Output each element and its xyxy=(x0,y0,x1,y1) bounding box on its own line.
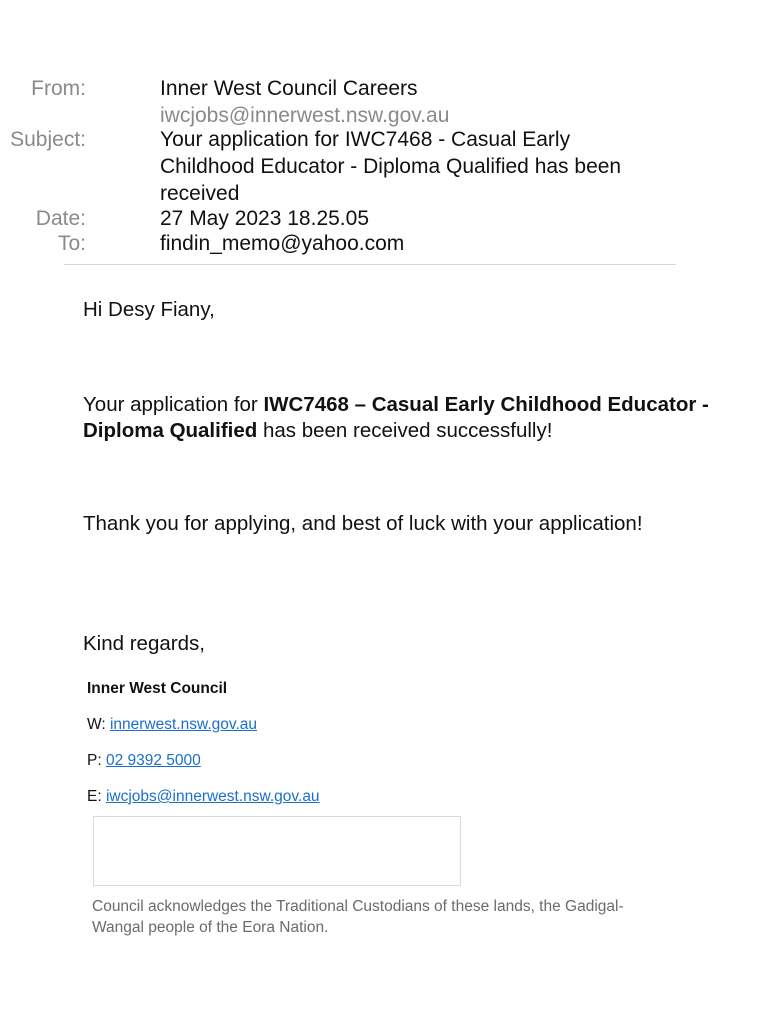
thanks-paragraph: Thank you for applying, and best of luck with your application! xyxy=(83,512,643,535)
email-label: E: xyxy=(87,788,106,805)
application-job-title: IWC7468 – Casual Early Childhood Educator - Diploma Qualified xyxy=(83,393,709,442)
subject-text: Your application for IWC7468 - Casual Early Childhood Educator - Diploma Qualified has been received xyxy=(160,128,622,205)
sender-name[interactable]: Inner West Council Careers xyxy=(160,77,418,100)
recipient-email[interactable]: findin_memo@yahoo.com xyxy=(160,232,405,255)
application-paragraph xyxy=(83,392,743,444)
website-link[interactable]: innerwest.nsw.gov.au xyxy=(109,716,258,733)
closing: Kind regards, xyxy=(83,632,205,655)
signature-phone xyxy=(87,752,201,770)
phone-label: P: xyxy=(87,752,106,769)
signature-org: Inner West Council xyxy=(87,680,228,697)
application-suffix: has been received successfully! xyxy=(257,419,553,442)
date-text: 27 May 2023 18.25.05 xyxy=(160,207,369,230)
from-label: From: xyxy=(31,77,86,100)
date-label: Date: xyxy=(35,207,86,230)
greeting: Hi Desy Fiany, xyxy=(83,298,215,321)
signature-web xyxy=(87,716,257,734)
to-label: To: xyxy=(57,232,86,255)
subject-label: Subject: xyxy=(10,128,86,151)
signature-email xyxy=(87,788,320,806)
signature-image-placeholder xyxy=(93,816,461,886)
application-prefix: Your application for xyxy=(83,393,264,416)
email-link[interactable]: iwcjobs@innerwest.nsw.gov.au xyxy=(105,788,320,805)
phone-link[interactable]: 02 9392 5000 xyxy=(105,752,201,769)
acknowledgement-text: Council acknowledges the Traditional Custodians of these lands, the Gadigal-Wangal people of the Eora Nation. xyxy=(92,898,624,936)
sender-email[interactable]: iwcjobs@innerwest.nsw.gov.au xyxy=(160,104,450,127)
header-divider xyxy=(64,264,676,265)
web-label: W: xyxy=(87,716,110,733)
